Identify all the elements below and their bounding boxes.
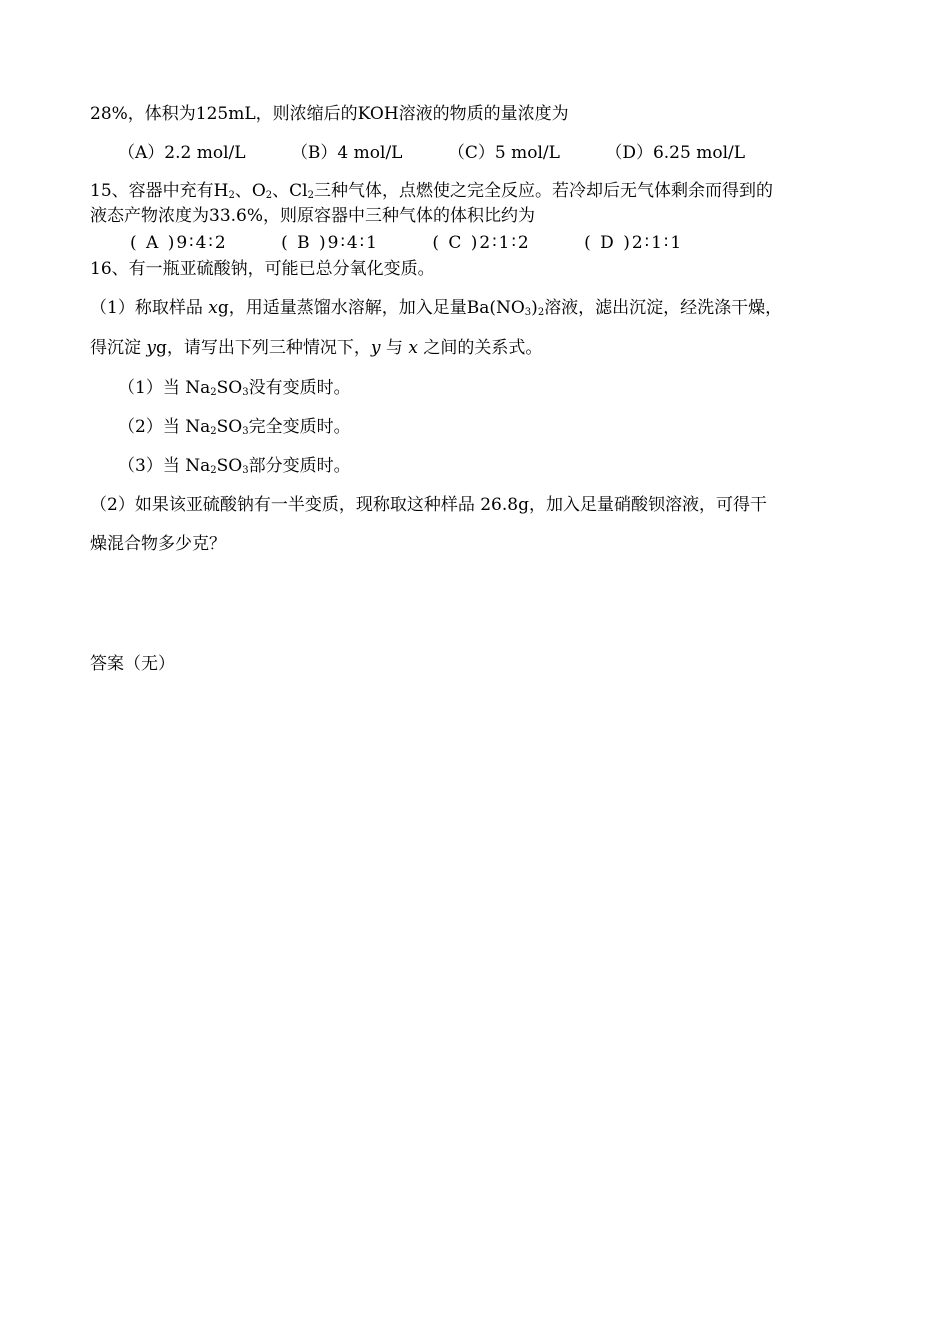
q15-option-b: ( B )9∶4∶1 bbox=[281, 233, 379, 253]
q16-part2-line1: （2）如果该亚硫酸钠有一半变质，现称取这种样品 26.8g，加入足量硝酸钡溶液，可得干 bbox=[90, 495, 767, 515]
q16-part2-line2: 燥混合物多少克？ bbox=[90, 534, 226, 554]
q14-option-a: （A）2.2 mol/L bbox=[118, 143, 246, 163]
q16-case-2: （2）当 $Na_2SO_3$完全变质时。 bbox=[118, 417, 351, 437]
q14-option-d: （D）6.25 mol/L bbox=[605, 143, 746, 163]
q15-option-d: ( D )2∶1∶1 bbox=[584, 233, 684, 253]
q16-title: 16、有一瓶亚硫酸钠，可能已总分氧化变质。 bbox=[90, 259, 435, 279]
answer-label: 答案（无） bbox=[90, 654, 175, 674]
q16-case-3: （3）当 $Na_2SO_3$部分变质时。 bbox=[118, 456, 351, 476]
q14-options bbox=[118, 142, 785, 164]
q14-option-b: （B）4 mol/L bbox=[290, 143, 403, 163]
q15-options bbox=[130, 232, 729, 254]
q15-option-c: ( C )2∶1∶2 bbox=[432, 233, 531, 253]
q16-part1-line1: （1）称取样品 xg，用适量蒸馏水溶解，加入足量$Ba(NO_3)_2$溶液，滤出沉淀，经洗涤干燥， bbox=[90, 298, 783, 318]
q15-text-line1: 15、容器中充有$H_2$、$O_2$、$Cl_2$三种气体，点燃使之完全反应。若冷却后无气体剩余而得到的 bbox=[90, 181, 773, 201]
q14-text: 28%，体积为125mL，则浓缩后的KOH溶液的物质的量浓度为 bbox=[90, 104, 569, 124]
q15-text-line2: 液态产物浓度为33.6%，则原容器中三种气体的体积比约为 bbox=[90, 206, 536, 226]
q16-case-1: （1）当 $Na_2SO_3$没有变质时。 bbox=[118, 378, 351, 398]
q16-part1-line2: 得沉淀 yg，请写出下列三种情况下，y 与 x 之间的关系式。 bbox=[90, 338, 543, 358]
q15-option-a: ( A )9∶4∶2 bbox=[130, 233, 228, 253]
q14-option-c: （C）5 mol/L bbox=[447, 143, 560, 163]
